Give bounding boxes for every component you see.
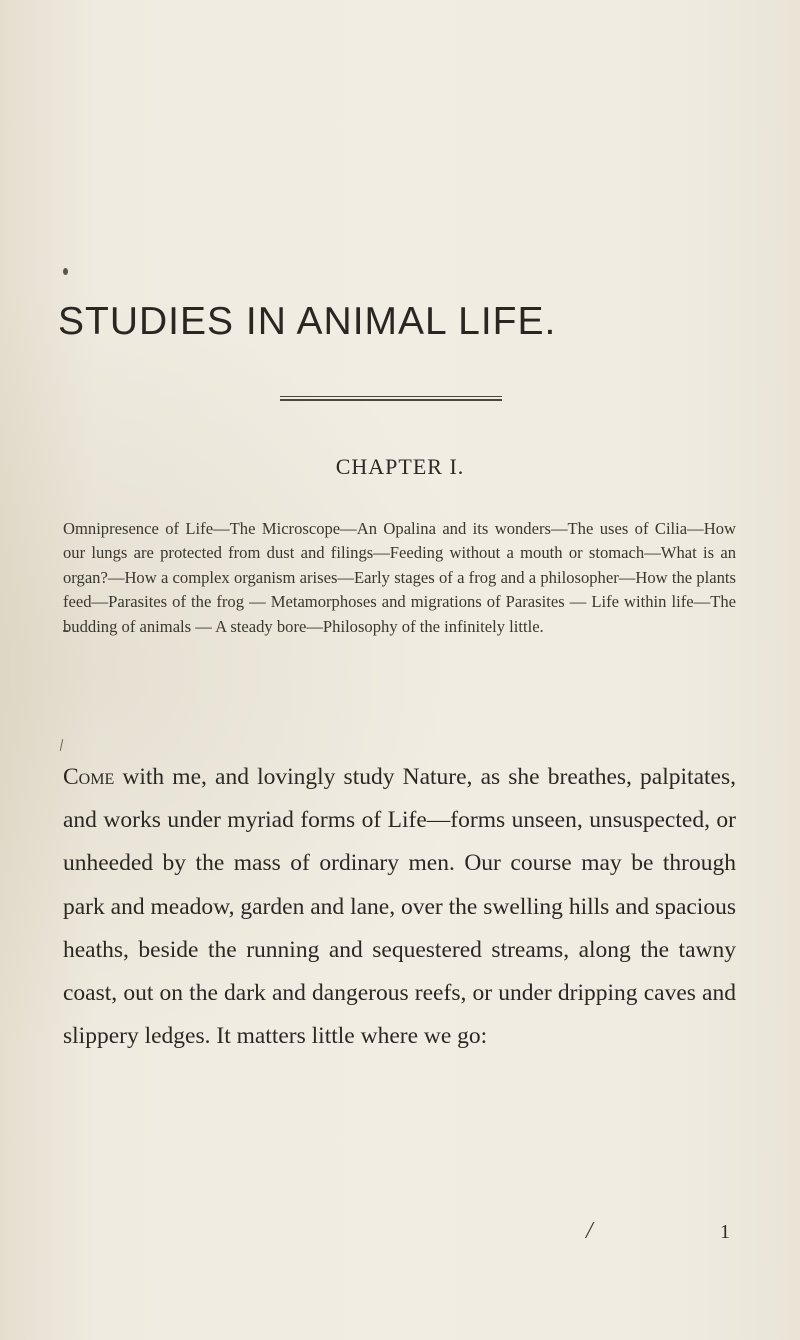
chapter-synopsis: Omnipresence of Life—The Microscope—An Opalina and its wonders—The uses of Cilia—How our lungs are protected from dust and filings—Feeding without a mouth or stomach—What is an organ?—How a complex organism arises—Early stages of a frog and a philosopher—How the plants feed—Parasites of the frog — Metamorphoses and migrations of Parasites — Life within life—The budding of animals — A steady bore—Philosophy of the infinitely little. xyxy=(63,519,736,636)
title-rule-thin xyxy=(280,396,502,397)
signature-mark: / xyxy=(586,1218,593,1244)
body-text: with me, and lovingly study Nature, as she breathes, palpitates, and works under myriad forms of Life—forms unseen, unsuspected, or unheeded by the mass of ordinary men. Our course may be through park and meadow, garden and lane, over the swelling hills and spacious heaths, beside the running and sequestered streams, along the tawny coast, out on the dark and dangerous reefs, or under dripping caves and slippery ledges. It matters little where we go: xyxy=(63,764,736,1050)
body-paragraph xyxy=(63,756,736,1058)
ink-speck xyxy=(63,268,68,275)
opening-word: Come xyxy=(63,764,115,790)
chapter-heading: CHAPTER I. xyxy=(335,454,465,479)
page-number: 1 xyxy=(720,1221,730,1243)
book-title: STUDIES IN ANIMAL LIFE. xyxy=(58,300,557,343)
margin-pencil-mark xyxy=(60,739,63,751)
title-rule-thick xyxy=(280,399,502,401)
